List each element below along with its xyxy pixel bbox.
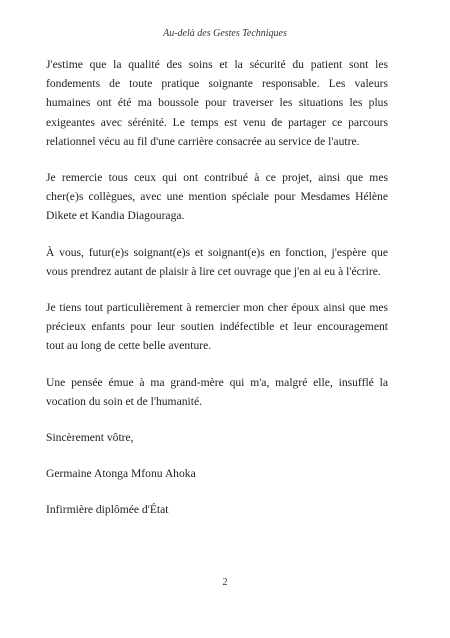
page-number: 2 bbox=[222, 577, 228, 588]
closing-line: Sincèrement vôtre, bbox=[46, 431, 134, 445]
paragraph-grandmother: Une pensée émue à ma grand-mère qui m'a, malgré elle, insufflé la vocation du soin et de l'humanité. bbox=[46, 375, 388, 408]
author-name: Germaine Atonga Mfonu Ahoka bbox=[46, 467, 196, 481]
paragraph-family: Je tiens tout particulièrement à remercier mon cher époux ainsi que mes précieux enfants pour leur soutien indéfectible et leur encouragement tout au long de cette belle aventure. bbox=[46, 301, 388, 353]
paragraph-readers: À vous, futur(e)s soignant(e)s et soignant(e)s en fonction, j'espère que vous prendrez autant de plaisir à lire cet ouvrage que j'en ai eu à l'écrire. bbox=[46, 245, 388, 278]
paragraph-values: J'estime que la qualité des soins et la sécurité du patient sont les fondements de toute pratique soignante responsable. Les valeurs humaines ont été ma boussole pour traverser les situations les plus exigeantes avec sérénité. Le temps est venu de partager ce parcours relationnel vécu au fil d'une carrière consacrée au service de l'autre. bbox=[46, 58, 388, 148]
paragraph-thanks-colleagues: Je remercie tous ceux qui ont contribué à ce projet, ainsi que mes cher(e)s collègues, avec une mention spéciale pour Mesdames Hélène Dikete et Kandia Diagouraga. bbox=[46, 171, 388, 223]
author-title: Infirmière diplômée d'État bbox=[46, 503, 169, 517]
running-header: Au-delà des Gestes Techniques bbox=[163, 28, 287, 39]
document-body bbox=[46, 55, 388, 537]
